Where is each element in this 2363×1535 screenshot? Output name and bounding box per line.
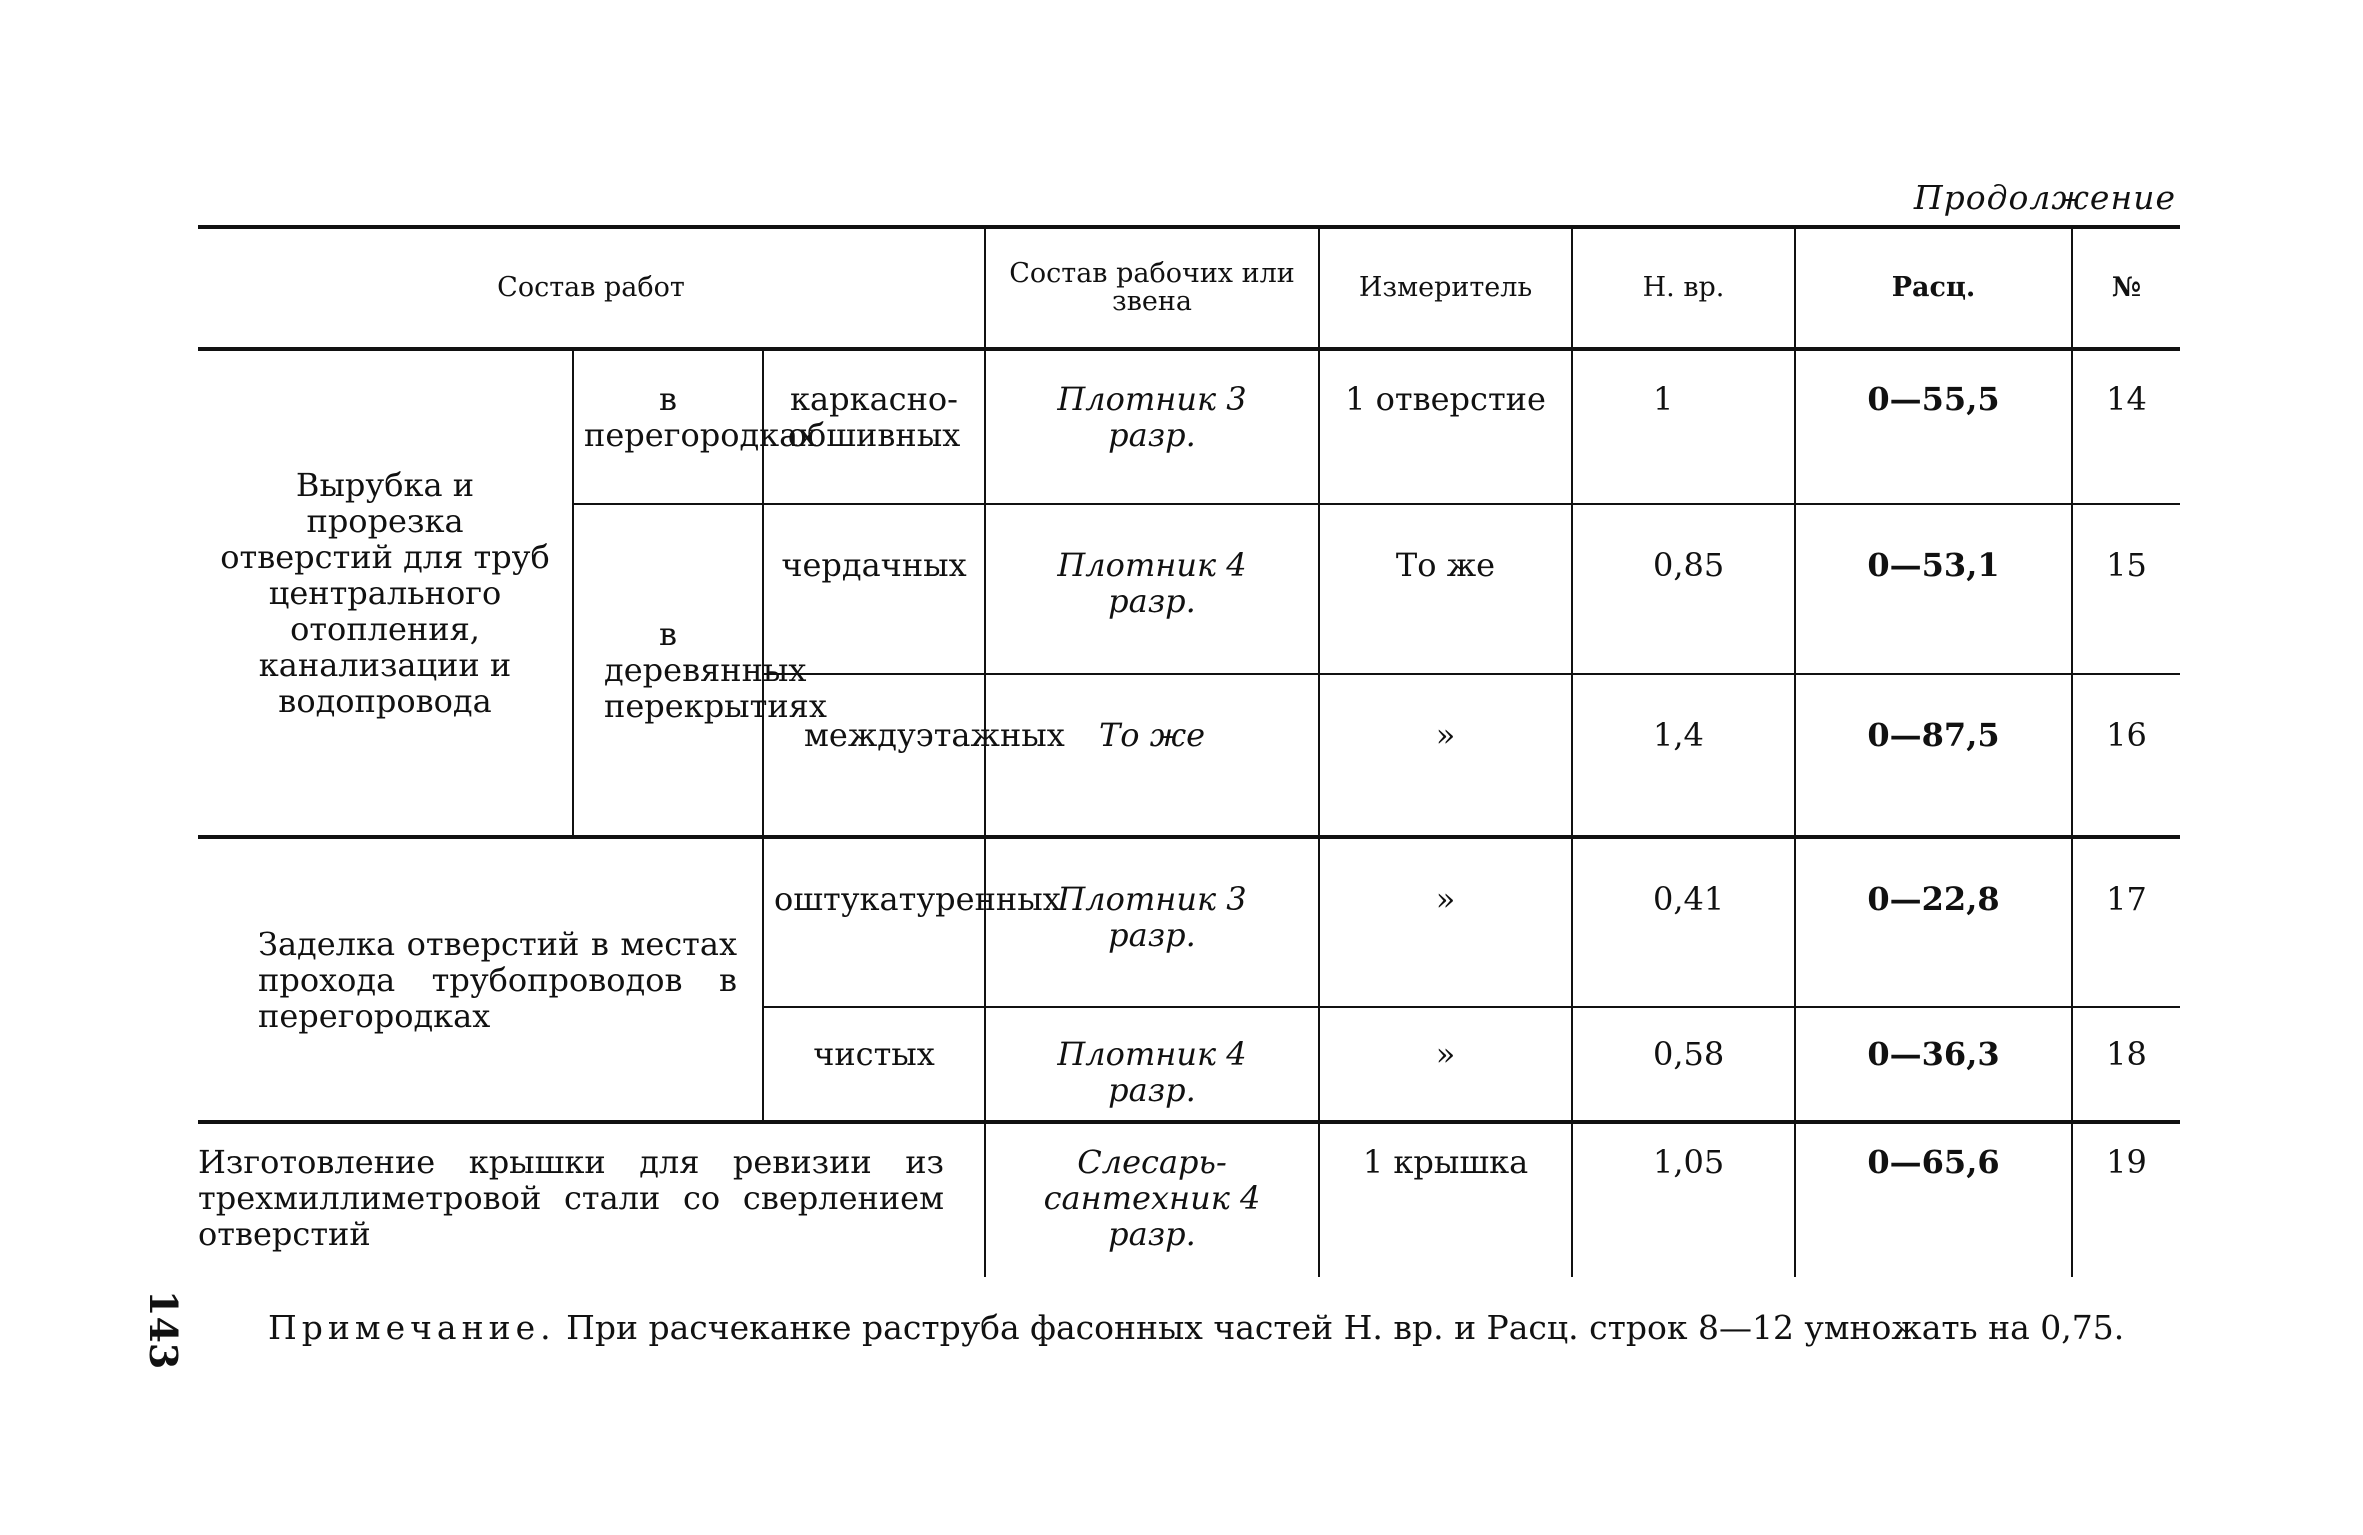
row18-number: 18 [2072, 1007, 2180, 1122]
row14-number: 14 [2072, 349, 2180, 504]
row18-rate: 0—36,3 [1795, 1007, 2072, 1122]
header-number: № [2072, 227, 2180, 349]
footnote-label: Примечание. [268, 1308, 556, 1347]
footnote-text: При расчеканке раструба фасонных частей Н. вр. и Расц. строк 8—12 умножать на 0,75. [566, 1308, 2125, 1347]
row17-norm: 0,41 [1572, 837, 1795, 1007]
row15-crew: Плотник 4 разр. [985, 504, 1319, 674]
row16-number: 16 [2072, 674, 2180, 837]
group1-sub-partitions: в перегородках [573, 349, 763, 504]
row15-rate: 0—53,1 [1795, 504, 2072, 674]
table-row [198, 1122, 2180, 1277]
group2-title: Заделка отверстий в местах прохода трубопроводов в перегородках [198, 837, 763, 1122]
header-rate: Расц. [1795, 227, 2072, 349]
row14-crew: Плотник 3 разр. [985, 349, 1319, 504]
row15-unit: То же [1319, 504, 1572, 674]
header-crew: Состав рабочих или звена [985, 227, 1319, 349]
group1-title: Вырубка и прорезка отверстий для труб центрального отопления, канализации и водопровода [198, 349, 573, 837]
norms-table [198, 225, 2180, 1277]
row18-norm: 0,58 [1572, 1007, 1795, 1122]
row14-rate: 0—55,5 [1795, 349, 2072, 504]
row17-type: оштукатуренных [763, 837, 985, 1007]
page-number: 143 [141, 1290, 186, 1370]
row16-crew: То же [985, 674, 1319, 837]
row17-number: 17 [2072, 837, 2180, 1007]
row19-rate: 0—65,6 [1795, 1122, 2072, 1277]
row17-rate: 0—22,8 [1795, 837, 2072, 1007]
row14-unit: 1 отверстие [1319, 349, 1572, 504]
row18-crew: Плотник 4 разр. [985, 1007, 1319, 1122]
row17-crew: Плотник 3 разр. [985, 837, 1319, 1007]
row16-rate: 0—87,5 [1795, 674, 2072, 837]
table-header-row [198, 227, 2180, 349]
row19-crew: Слесарь-сантехник 4 разр. [985, 1122, 1319, 1277]
row16-type: междуэтажных [763, 674, 985, 837]
group1-sub-floors: в деревянных перекрытиях [573, 504, 763, 837]
row16-unit: » [1319, 674, 1572, 837]
row18-type: чистых [763, 1007, 985, 1122]
row15-type: чердачных [763, 504, 985, 674]
row19-title: Изготовление крышки для ревизии из трехмиллиметровой стали со сверлением отверстий [198, 1122, 985, 1277]
row19-unit: 1 крышка [1319, 1122, 1572, 1277]
page-number-box [142, 1290, 192, 1370]
header-work: Состав работ [198, 227, 985, 349]
row15-number: 15 [2072, 504, 2180, 674]
header-unit: Измеритель [1319, 227, 1572, 349]
row18-unit: » [1319, 1007, 1572, 1122]
header-norm: Н. вр. [1572, 227, 1795, 349]
row15-norm: 0,85 [1572, 504, 1795, 674]
row16-norm: 1,4 [1572, 674, 1795, 837]
row17-unit: » [1319, 837, 1572, 1007]
row19-number: 19 [2072, 1122, 2180, 1277]
table-row [198, 837, 2180, 1007]
row14-norm: 1 [1572, 349, 1795, 504]
row14-type: каркасно-обшивных [763, 349, 985, 504]
row19-norm: 1,05 [1572, 1122, 1795, 1277]
footnote [268, 1308, 2168, 1347]
continuation-label: Продолжение [1913, 178, 2176, 217]
table-row [198, 349, 2180, 504]
